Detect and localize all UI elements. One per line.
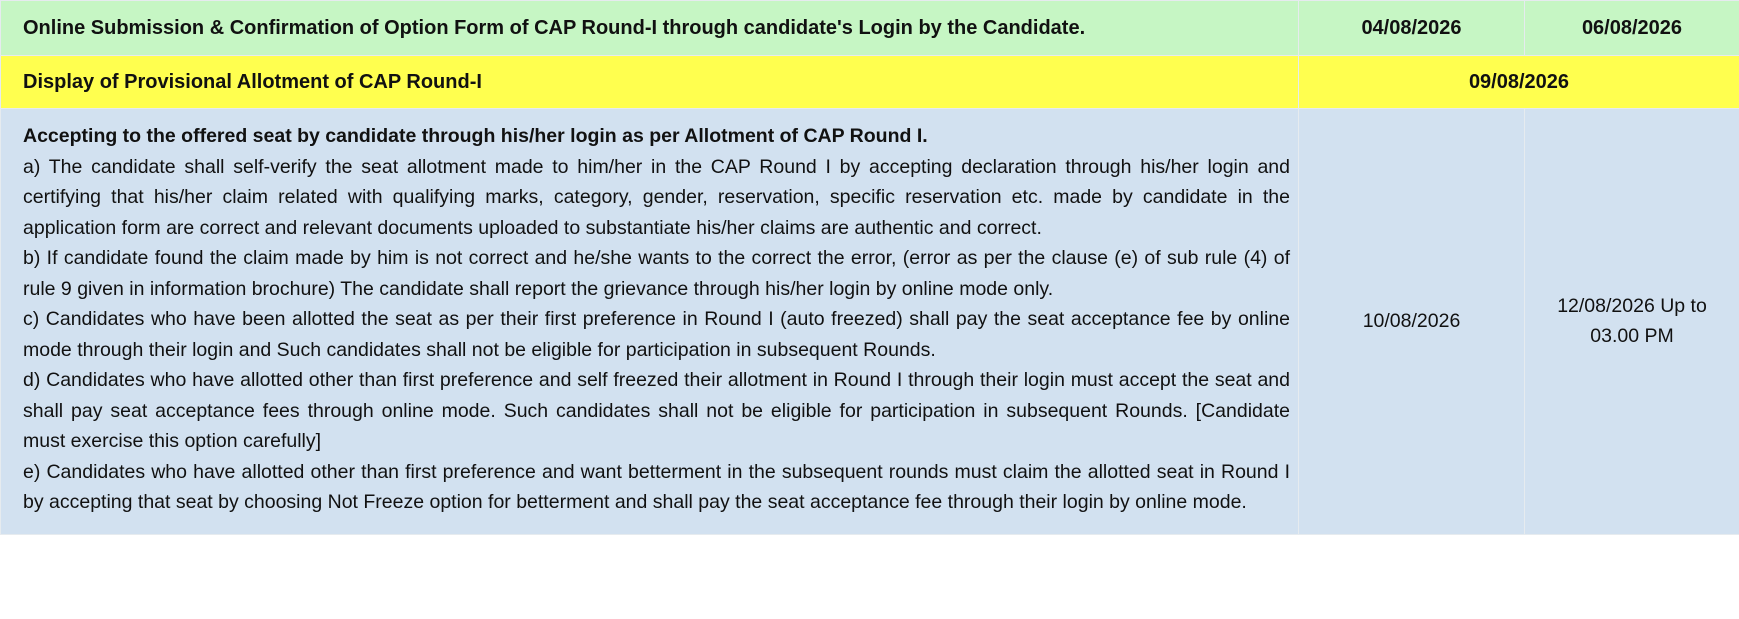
clause-a: a) The candidate shall self-verify the seat allotment made to him/her in the CAP Round I by accepting declaration through his/her login and certifying that his/her claim related with qualifying marks, category, gender, reservation, specific reservation etc. made by candidate in the application form are correct and relevant documents uploaded to substantiate his/her claims are authentic and correct. bbox=[23, 155, 1290, 239]
start-date-cell: 10/08/2026 bbox=[1299, 109, 1525, 535]
provisional-allotment-row bbox=[1, 56, 1739, 109]
date-cell: 09/08/2026 bbox=[1299, 56, 1739, 109]
start-date-cell: 04/08/2026 bbox=[1299, 1, 1525, 56]
table-bottom-edge bbox=[1, 534, 1739, 543]
clause-b: b) If candidate found the claim made by him is not correct and he/she wants to the correct the error, (error as per the clause (e) of sub rule (4) of rule 9 given in information brochure) The candidate shall report the grievance through his/her login by online mode only. bbox=[23, 247, 1290, 300]
activity-cell bbox=[1, 109, 1299, 535]
activity-cell: Display of Provisional Allotment of CAP Round-I bbox=[1, 56, 1299, 109]
clause-c: c) Candidates who have been allotted the seat as per their first preference in Round I (auto freezed) shall pay the seat acceptance fee by online mode through their login and Such candidates shall not be eligible for participation in subsequent Rounds. bbox=[23, 308, 1290, 361]
spacer-cell bbox=[1, 534, 1299, 543]
activity-cell: Online Submission & Confirmation of Option Form of CAP Round-I through candidate's Login by the Candidate. bbox=[1, 1, 1299, 56]
clause-e: e) Candidates who have allotted other than first preference and want betterment in the subsequent rounds must claim the allotted seat in Round I by accepting that seat by choosing Not Freeze option for betterment and shall pay the seat acceptance fee through their login by online mode. bbox=[23, 460, 1290, 513]
clause-heading: Accepting to the offered seat by candidate through his/her login as per Allotment of CAP Round I. bbox=[23, 125, 928, 147]
clause-d: d) Candidates who have allotted other than first preference and self freezed their allotment in Round I through their login must accept the seat and shall pay seat acceptance fees through online mode. Such candidates shall not be eligible for participation in subsequent Rounds. [Candidate must exercise this option carefully] bbox=[23, 369, 1290, 452]
end-date-cell: 12/08/2026 Up to 03.00 PM bbox=[1525, 109, 1739, 535]
option-form-row bbox=[1, 1, 1739, 56]
seat-acceptance-row bbox=[1, 109, 1739, 535]
end-date-cell: 06/08/2026 bbox=[1525, 1, 1739, 56]
spacer-cell bbox=[1525, 534, 1739, 543]
spacer-cell bbox=[1299, 534, 1525, 543]
